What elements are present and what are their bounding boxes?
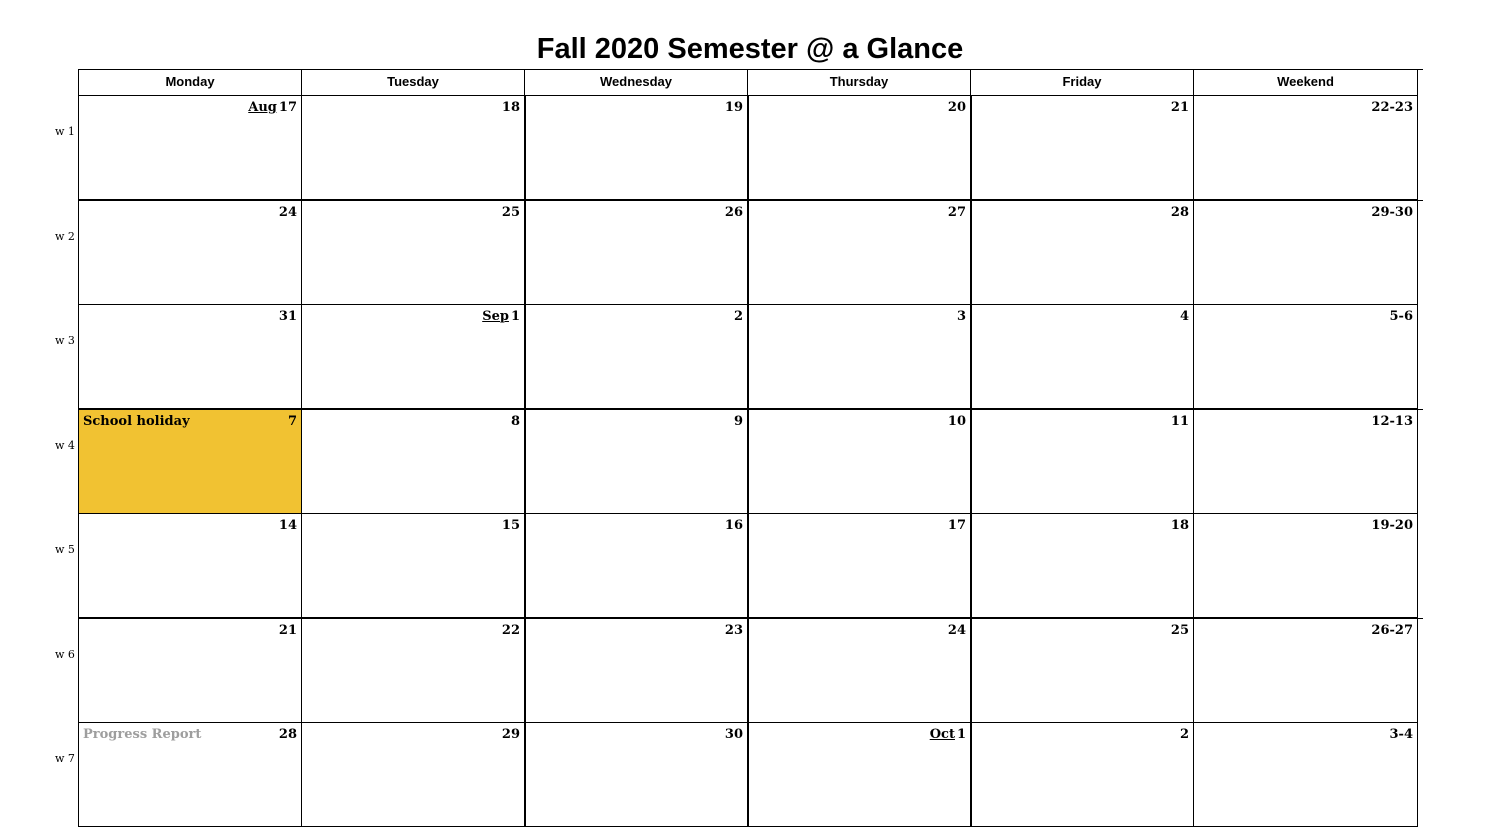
day-cell[interactable] <box>525 201 748 305</box>
day-cell[interactable] <box>748 723 971 827</box>
day-number: 29-30 <box>1371 205 1413 220</box>
day-cell[interactable] <box>1194 619 1418 723</box>
day-cell[interactable] <box>1194 514 1418 618</box>
page-title: Fall 2020 Semester @ a Glance <box>536 33 964 65</box>
day-number: 19-20 <box>1371 518 1413 533</box>
day-cell[interactable] <box>79 96 302 200</box>
day-number: 3-4 <box>1389 727 1413 742</box>
day-number: 21 <box>278 623 297 638</box>
header-weekend: Weekend <box>1194 70 1418 96</box>
day-header-row <box>79 70 1423 96</box>
day-cell[interactable] <box>1194 410 1418 514</box>
day-cell[interactable] <box>302 514 525 618</box>
day-cell[interactable] <box>79 619 302 723</box>
day-cell[interactable] <box>525 96 748 200</box>
day-number: 7 <box>287 414 297 429</box>
day-number: 2 <box>1179 727 1189 742</box>
day-number: 12-13 <box>1371 414 1413 429</box>
week-label: w 3 <box>55 334 75 347</box>
header-friday: Friday <box>971 70 1194 96</box>
day-cell[interactable] <box>302 619 525 723</box>
week-label: w 4 <box>55 439 75 452</box>
week-row <box>79 514 1423 618</box>
day-number: 23 <box>724 623 743 638</box>
week-row <box>79 96 1423 200</box>
week-label: w 6 <box>55 648 75 661</box>
day-cell[interactable] <box>525 723 748 827</box>
month-label: Oct <box>929 727 955 742</box>
date-label <box>482 309 520 324</box>
day-number: 27 <box>947 205 966 220</box>
day-number: 22-23 <box>1371 100 1413 115</box>
day-cell[interactable] <box>1194 201 1418 305</box>
day-cell[interactable] <box>748 201 971 305</box>
day-cell[interactable] <box>525 514 748 618</box>
day-cell[interactable] <box>525 305 748 409</box>
week-row <box>79 305 1423 409</box>
day-number: 28 <box>278 727 297 742</box>
day-cell[interactable] <box>748 619 971 723</box>
week-label: w 7 <box>55 752 75 765</box>
week-label: w 1 <box>55 125 75 138</box>
day-number: 5-6 <box>1389 309 1413 324</box>
date-label <box>930 727 966 742</box>
date-label <box>248 100 297 115</box>
month-label: Aug <box>248 100 277 115</box>
day-number: 21 <box>1170 100 1189 115</box>
day-cell[interactable] <box>971 723 1194 827</box>
day-cell[interactable] <box>971 619 1194 723</box>
day-number: 9 <box>733 414 743 429</box>
day-cell[interactable] <box>748 410 971 514</box>
day-number: 4 <box>1179 309 1189 324</box>
day-cell[interactable] <box>1194 96 1418 200</box>
day-cell[interactable] <box>971 410 1194 514</box>
day-number: 3 <box>956 309 966 324</box>
day-number: 25 <box>501 205 520 220</box>
header-monday: Monday <box>79 70 302 96</box>
day-number: 22 <box>501 623 520 638</box>
day-number: 26 <box>724 205 743 220</box>
week-row <box>79 409 1423 514</box>
event-label: Progress Report <box>83 727 202 742</box>
day-number: 1 <box>956 727 966 742</box>
day-cell[interactable] <box>302 305 525 409</box>
day-cell[interactable] <box>302 410 525 514</box>
day-number: 31 <box>278 309 297 324</box>
day-cell[interactable] <box>748 96 971 200</box>
day-number: 24 <box>947 623 966 638</box>
week-label: w 2 <box>55 230 75 243</box>
week-row <box>79 200 1423 305</box>
day-number: 28 <box>1170 205 1189 220</box>
day-cell[interactable] <box>525 410 748 514</box>
day-number: 11 <box>1170 414 1189 429</box>
month-label: Sep <box>482 309 509 324</box>
day-number: 17 <box>947 518 966 533</box>
day-number: 15 <box>501 518 520 533</box>
day-cell[interactable] <box>1194 723 1418 827</box>
day-cell[interactable] <box>525 619 748 723</box>
day-cell[interactable] <box>971 514 1194 618</box>
event-label: School holiday <box>83 414 190 429</box>
week-row <box>79 723 1423 827</box>
day-cell[interactable] <box>971 96 1194 200</box>
day-number: 2 <box>733 309 743 324</box>
day-cell[interactable] <box>1194 305 1418 409</box>
day-number: 20 <box>947 100 966 115</box>
day-cell[interactable] <box>971 305 1194 409</box>
day-cell[interactable] <box>302 96 525 200</box>
header-wednesday: Wednesday <box>525 70 748 96</box>
day-cell[interactable] <box>79 723 302 827</box>
day-number: 16 <box>724 518 743 533</box>
day-number: 17 <box>278 100 297 115</box>
day-number: 26-27 <box>1371 623 1413 638</box>
day-number: 18 <box>501 100 520 115</box>
day-cell[interactable] <box>302 201 525 305</box>
header-tuesday: Tuesday <box>302 70 525 96</box>
day-number: 30 <box>724 727 743 742</box>
day-cell[interactable] <box>748 305 971 409</box>
day-number: 25 <box>1170 623 1189 638</box>
calendar-grid <box>78 69 1423 827</box>
day-cell[interactable] <box>302 723 525 827</box>
day-cell[interactable] <box>79 305 302 409</box>
day-number: 10 <box>947 414 966 429</box>
day-number: 1 <box>510 309 520 324</box>
day-number: 8 <box>510 414 520 429</box>
day-number: 29 <box>501 727 520 742</box>
day-number: 14 <box>278 518 297 533</box>
week-row <box>79 618 1423 723</box>
day-cell[interactable] <box>79 201 302 305</box>
day-cell[interactable] <box>971 201 1194 305</box>
day-number: 18 <box>1170 518 1189 533</box>
day-cell[interactable] <box>748 514 971 618</box>
day-number: 24 <box>278 205 297 220</box>
day-number: 19 <box>724 100 743 115</box>
day-cell-holiday[interactable] <box>79 410 302 514</box>
header-thursday: Thursday <box>748 70 971 96</box>
day-cell[interactable] <box>79 514 302 618</box>
week-label: w 5 <box>55 543 75 556</box>
